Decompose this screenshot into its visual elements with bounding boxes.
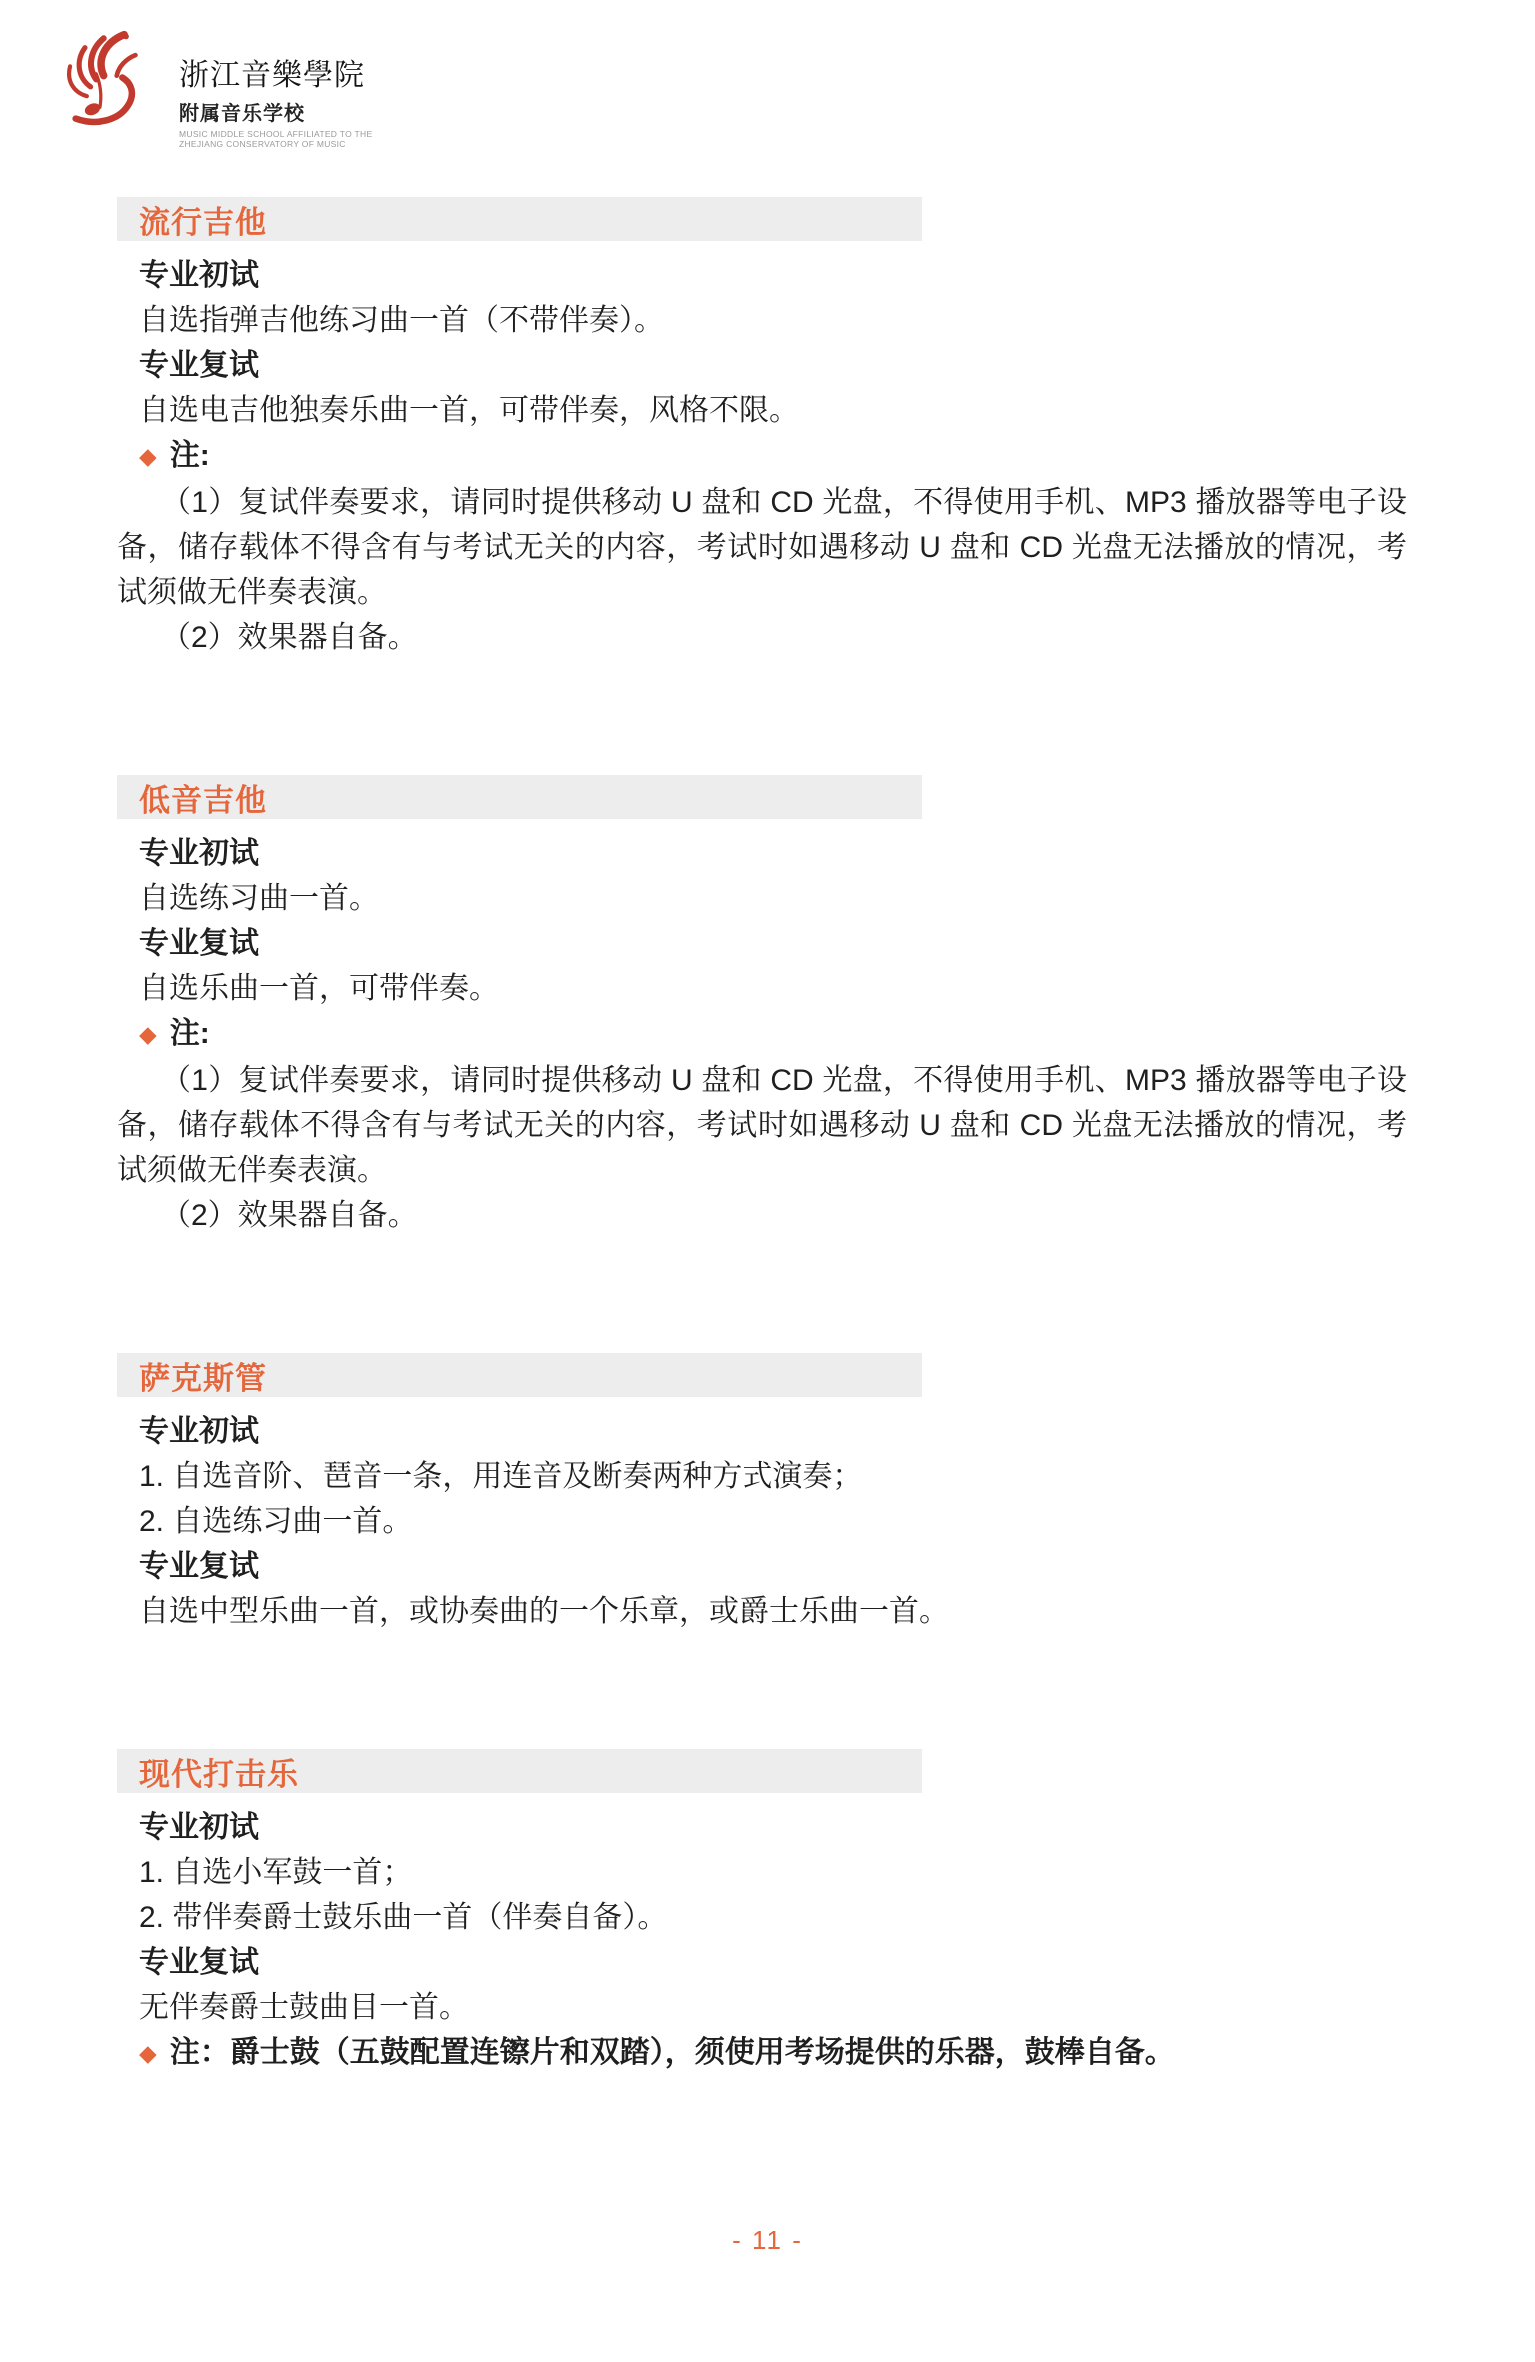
requirement-text: 2. 自选练习曲一首。 — [139, 1505, 413, 1538]
section-title-bar — [117, 197, 922, 241]
section-title: 流行吉他 — [139, 204, 267, 240]
requirement-text: 自选中型乐曲一首，或协奏曲的一个乐章，或爵士乐曲一首。 — [139, 1595, 949, 1628]
section-body — [117, 1397, 1407, 1634]
subhead-preliminary: 专业初试 — [139, 837, 259, 870]
subhead-preliminary: 专业初试 — [139, 259, 259, 292]
logo-cn-subtitle: 附属音乐学校 — [179, 103, 305, 125]
section-body — [117, 241, 1407, 660]
note-text: 注：爵士鼓（五鼓配置连镲片和双踏），须使用考场提供的乐器，鼓棒自备。 — [169, 2036, 1175, 2069]
section-body — [117, 1793, 1407, 2077]
section-title-bar — [117, 1749, 922, 1793]
requirement-text: 1. 自选音阶、琶音一条，用连音及断奏两种方式演奏； — [139, 1460, 863, 1493]
subhead-recall: 专业复试 — [139, 349, 259, 382]
note-paragraph: （2）效果器自备。 — [161, 1199, 418, 1232]
subhead-preliminary: 专业初试 — [139, 1415, 259, 1448]
note-label: 注: — [169, 1017, 210, 1050]
logo-cn-title: 浙江音樂學院 — [179, 58, 365, 93]
section-bass-guitar — [117, 775, 1407, 1238]
note-diamond-icon: ◆ — [139, 2041, 157, 2067]
subhead-recall: 专业复试 — [139, 927, 259, 960]
note-line — [117, 2030, 1407, 2077]
note-diamond-icon: ◆ — [139, 1022, 157, 1048]
section-title: 低音吉他 — [139, 782, 267, 818]
note-label-line — [117, 433, 1407, 480]
note-diamond-icon: ◆ — [139, 444, 157, 470]
section-title-bar — [117, 1353, 922, 1397]
section-title: 现代打击乐 — [139, 1756, 299, 1792]
note-paragraph: （1）复试伴奏要求，请同时提供移动 U 盘和 CD 光盘，不得使用手机、MP3 播放器等电子设备，储存载体不得含有与考试无关的内容，考试时如遇移动 U 盘和 CD 光盘无法播放的情况，考试须做无伴奏表演。 — [117, 1064, 1407, 1187]
subhead-recall: 专业复试 — [139, 1946, 259, 1979]
requirement-text: 1. 自选小军鼓一首； — [139, 1856, 413, 1889]
section-pop-guitar — [117, 197, 1407, 660]
page-number: - 11 - — [732, 2225, 803, 2255]
section-body — [117, 819, 1407, 1238]
note-label-line — [117, 1011, 1407, 1058]
requirement-text: 自选指弹吉他练习曲一首（不带伴奏）。 — [139, 304, 664, 337]
requirement-text: 无伴奏爵士鼓曲目一首。 — [139, 1991, 469, 2024]
note-paragraph: （1）复试伴奏要求，请同时提供移动 U 盘和 CD 光盘，不得使用手机、MP3 播放器等电子设备，储存载体不得含有与考试无关的内容，考试时如遇移动 U 盘和 CD 光盘无法播放的情况，考试须做无伴奏表演。 — [117, 486, 1407, 609]
subhead-preliminary: 专业初试 — [139, 1811, 259, 1844]
requirement-text: 自选练习曲一首。 — [139, 882, 379, 915]
exam-requirements-content — [117, 0, 1407, 2077]
requirement-text: 自选乐曲一首，可带伴奏。 — [139, 972, 499, 1005]
logo-en-line2: ZHEJIANG CONSERVATORY OF MUSIC — [179, 139, 346, 149]
note-paragraph: （2）效果器自备。 — [161, 621, 418, 654]
subhead-recall: 专业复试 — [139, 1550, 259, 1583]
requirement-text: 2. 带伴奏爵士鼓乐曲一首（伴奏自备）。 — [139, 1901, 668, 1934]
requirement-text: 自选电吉他独奏乐曲一首，可带伴奏，风格不限。 — [139, 394, 799, 427]
note-label: 注: — [169, 439, 210, 472]
section-title-bar — [117, 775, 922, 819]
section-saxophone — [117, 1353, 1407, 1634]
logo-en-line1: MUSIC MIDDLE SCHOOL AFFILIATED TO THE — [179, 129, 373, 139]
section-modern-percussion — [117, 1749, 1407, 2077]
section-title: 萨克斯管 — [139, 1360, 267, 1396]
